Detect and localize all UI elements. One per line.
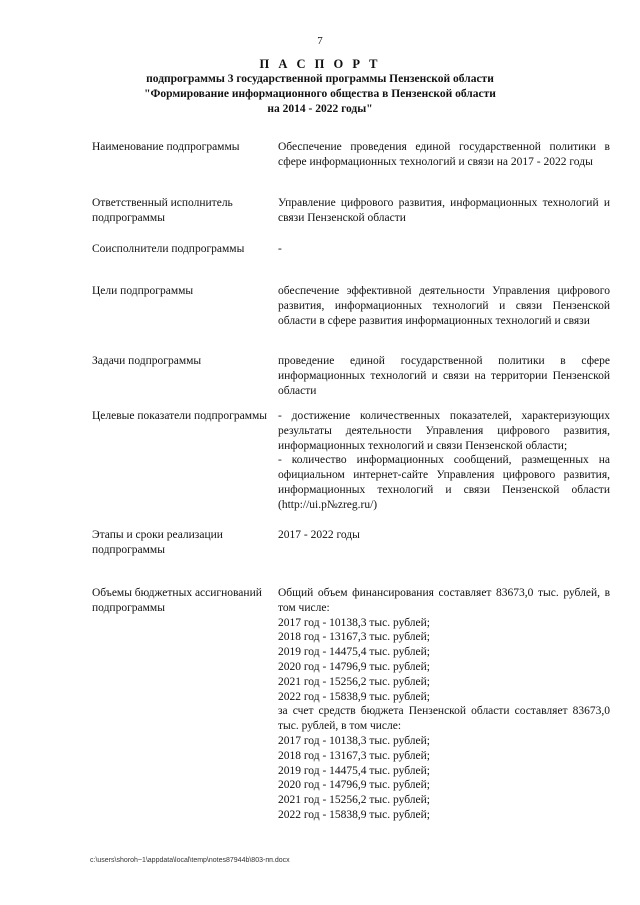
budget-year: 2022 год - 15838,9 тыс. рублей;: [278, 690, 430, 703]
row-coexecutors: [92, 242, 612, 284]
budget-year: 2017 год - 10138,3 тыс. рублей;: [278, 616, 430, 629]
row-budget: [92, 586, 612, 823]
row-name: [92, 140, 612, 196]
row-label: Объемы бюджетных ассигнований подпрограммы: [92, 587, 262, 614]
budget-regional-intro: за счет средств бюджета Пензенской области составляет 83673,0 тыс. рублей, в том числе:: [278, 705, 610, 733]
row-value: [278, 586, 610, 823]
row-tasks: [92, 354, 612, 409]
row-label: Соисполнители подпрограммы: [92, 243, 245, 255]
row-value: 2017 - 2022 годы: [278, 529, 360, 541]
row-label: Целевые показатели подпрограммы: [92, 410, 267, 422]
header-line-3: на 2014 - 2022 годы": [267, 103, 373, 115]
row-value: Управление цифрового развития, информационных технологий и связи Пензенской области: [278, 197, 610, 224]
row-value: [278, 409, 610, 528]
budget-regional-year: 2019 год - 14475,4 тыс. рублей;: [278, 764, 430, 777]
document-title: П А С П О Р Т: [259, 57, 381, 71]
page-number: 7: [317, 35, 323, 47]
row-executor: [92, 196, 612, 242]
row-value: -: [278, 243, 282, 255]
row-label: Наименование подпрограммы: [92, 141, 240, 153]
budget-regional-year: 2018 год - 13167,3 тыс. рублей;: [278, 749, 430, 762]
row-indicators: [92, 409, 612, 528]
budget-regional-year: 2020 год - 14796,9 тыс. рублей;: [278, 779, 430, 792]
row-stages: [92, 528, 612, 586]
document-header: [60, 56, 580, 117]
row-label: Ответственный исполнитель подпрограммы: [92, 197, 233, 224]
passport-table: [92, 140, 612, 823]
budget-year: 2020 год - 14796,9 тыс. рублей;: [278, 660, 430, 673]
row-label: Этапы и сроки реализации подпрограммы: [92, 529, 223, 556]
budget-intro: Общий объем финансирования составляет 83673,0 тыс. рублей, в том числе:: [278, 587, 610, 614]
budget-year: 2021 год - 15256,2 тыс. рублей;: [278, 675, 430, 688]
indicator-2: - количество информационных сообщений, размещенных на официальном интернет-сайте Управления цифрового развития, информационных технологий и связи Пензенской области (http://ui.p№zreg.ru/): [278, 454, 610, 511]
budget-year: 2018 год - 13167,3 тыс. рублей;: [278, 631, 430, 644]
row-label: Задачи подпрограммы: [92, 355, 202, 367]
budget-regional-year: 2021 год - 15256,2 тыс. рублей;: [278, 794, 430, 807]
row-label: Цели подпрограммы: [92, 285, 194, 297]
header-line-2: "Формирование информационного общества в Пензенской области: [144, 88, 496, 100]
indicator-1: - достижение количественных показателей, характеризующих результаты деятельности Управления цифрового развития, информационных технологий и связи Пензенской области;: [278, 410, 610, 452]
budget-year: 2019 год - 14475,4 тыс. рублей;: [278, 646, 430, 659]
file-path-footer: c:\users\shoroh~1\appdata\local\temp\notes87944b\803-пп.docx: [90, 857, 290, 864]
budget-regional-year: 2017 год - 10138,3 тыс. рублей;: [278, 734, 430, 747]
budget-regional-year: 2022 год - 15838,9 тыс. рублей;: [278, 808, 430, 821]
row-value: обеспечение эффективной деятельности Управления цифрового развития, информационных технологий и связи Пензенской области в сфере развития информационных технологий и связи: [278, 285, 610, 327]
row-value: Обеспечение проведения единой государственной политики в сфере информационных технологий и связи на 2017 - 2022 годы: [278, 141, 610, 168]
row-value: проведение единой государственной политики в сфере информационных технологий и связи на территории Пензенской области: [278, 355, 610, 397]
header-line-1: подпрограммы 3 государственной программы Пензенской области: [146, 73, 494, 85]
row-goals: [92, 284, 612, 354]
